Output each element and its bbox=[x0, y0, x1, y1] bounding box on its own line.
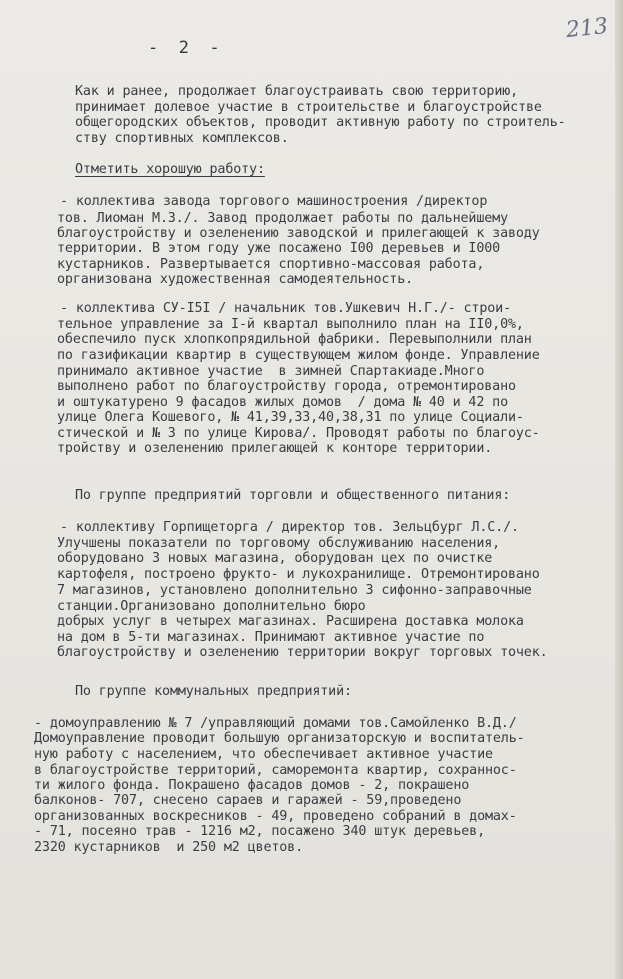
text-line: улице Олега Кошевого, № 41,39,33,40,38,31 по улице Социали- bbox=[57, 410, 524, 425]
text-line: общегородских объектов, проводит активную работу по строитель- bbox=[75, 115, 566, 130]
text-line: Домоуправление проводит большую организаторскую и воспитатель- bbox=[34, 731, 525, 746]
text-line: стической и № 3 по улице Кирова/. Проводят работы по благоус- bbox=[57, 426, 540, 441]
text-line: Как и ранее, продолжает благоустраивать свою территорию, bbox=[75, 84, 519, 99]
text-line: тов. Лиоман М.З./. Завод продолжает работы по дальнейшему bbox=[57, 211, 508, 226]
text-line: добрых услуг в четырех магазинах. Расширена доставка молока bbox=[57, 614, 524, 629]
page-edge bbox=[615, 0, 623, 979]
text-line: в благоустройстве территорий, саморемонта квартир, сохраннос- bbox=[34, 763, 517, 778]
text-line: картофеля, построено фрукто- и лукохранилище. Отремонтировано bbox=[57, 567, 540, 582]
text-line: по газификации квартир в существующем жилом фонде. Управление bbox=[57, 348, 540, 363]
text-line: благоустройству и озеленению заводской и прилегающей к заводу bbox=[57, 226, 540, 241]
text-line: 7 магазинов, установлено дополнительно 3 сифонно-заправочные bbox=[57, 583, 532, 598]
text-line: ству спортивных комплексов. bbox=[75, 131, 289, 146]
text-line: организована художественная самодеятельность. bbox=[57, 272, 414, 287]
page-number: - 2 - bbox=[148, 38, 220, 58]
text-line: ти жилого фонда. Покрашено фасадов домов - 2, покрашено bbox=[34, 778, 470, 793]
text-line: тройству и озеленению прилегающей к конторе территории. bbox=[57, 441, 493, 456]
text-line: обеспечило пуск хлопкопрядильной фабрики. Перевыполнили план bbox=[57, 332, 532, 347]
section-heading-communal: По группе коммунальных предприятий: bbox=[75, 684, 352, 699]
text-line: оборудовано 3 новых магазина, оборудован цех по очистке bbox=[57, 551, 493, 566]
text-line: - коллектива завода торгового машиностроения /директор bbox=[60, 194, 488, 209]
text-line: территории. В этом году уже посажено I00 деревьев и I000 bbox=[57, 241, 501, 256]
archive-number: 213 bbox=[564, 13, 610, 44]
text-line: балконов- 707, снесено сараев и гаражей - 59,проведено bbox=[34, 793, 462, 808]
text-line: - 71, посеяно трав - 1216 м2, посажено 340 штук деревьев, bbox=[34, 824, 485, 839]
text-line: тельное управление за I-й квартал выполнило план на II0,0%, bbox=[57, 317, 524, 332]
text-line: принимало активное участие в зимней Спартакиаде.Много bbox=[57, 364, 485, 379]
text-line: кустарников. Развертывается спортивно-массовая работа, bbox=[57, 257, 485, 272]
text-line: на дом в 5-ти магазинах. Принимают активное участие по bbox=[57, 630, 485, 645]
text-line: станции.Организовано дополнительно бюро bbox=[57, 599, 366, 614]
text-line: и оштукатурено 9 фасадов жилых домов / дома № 40 и 42 по bbox=[57, 395, 508, 410]
text-line: организованных воскресников - 49, проведено собраний в домах- bbox=[34, 809, 517, 824]
section-heading-trade: По группе предприятий торговли и общественного питания: bbox=[75, 488, 511, 503]
section-heading-good-work: Отметить хорошую работу: bbox=[75, 162, 265, 177]
text-line: - коллектива СУ-I5I / начальник тов.Ушкевич Н.Г./- строи- bbox=[60, 301, 511, 316]
text-line: 2320 кустарников и 250 м2 цветов. bbox=[34, 840, 304, 855]
text-line: - коллективу Горпищеторга / директор тов. Зельцбург Л.С./. bbox=[60, 520, 519, 535]
text-line: принимает долевое участие в строительстве и благоустройстве bbox=[75, 100, 542, 115]
text-line: благоустройству и озеленению территории вокруг торговых точек. bbox=[57, 645, 548, 660]
text-line: выполнено работ по благоустройству города, отремонтировано bbox=[57, 379, 516, 394]
text-line: Улучшены показатели по торговому обслуживанию населения, bbox=[57, 536, 501, 551]
text-line: ную работу с населением, что обеспечивает активное участие bbox=[34, 747, 493, 762]
text-line: - домоуправлению № 7 /управляющий домами тов.Самойленко В.Д./ bbox=[34, 716, 517, 731]
